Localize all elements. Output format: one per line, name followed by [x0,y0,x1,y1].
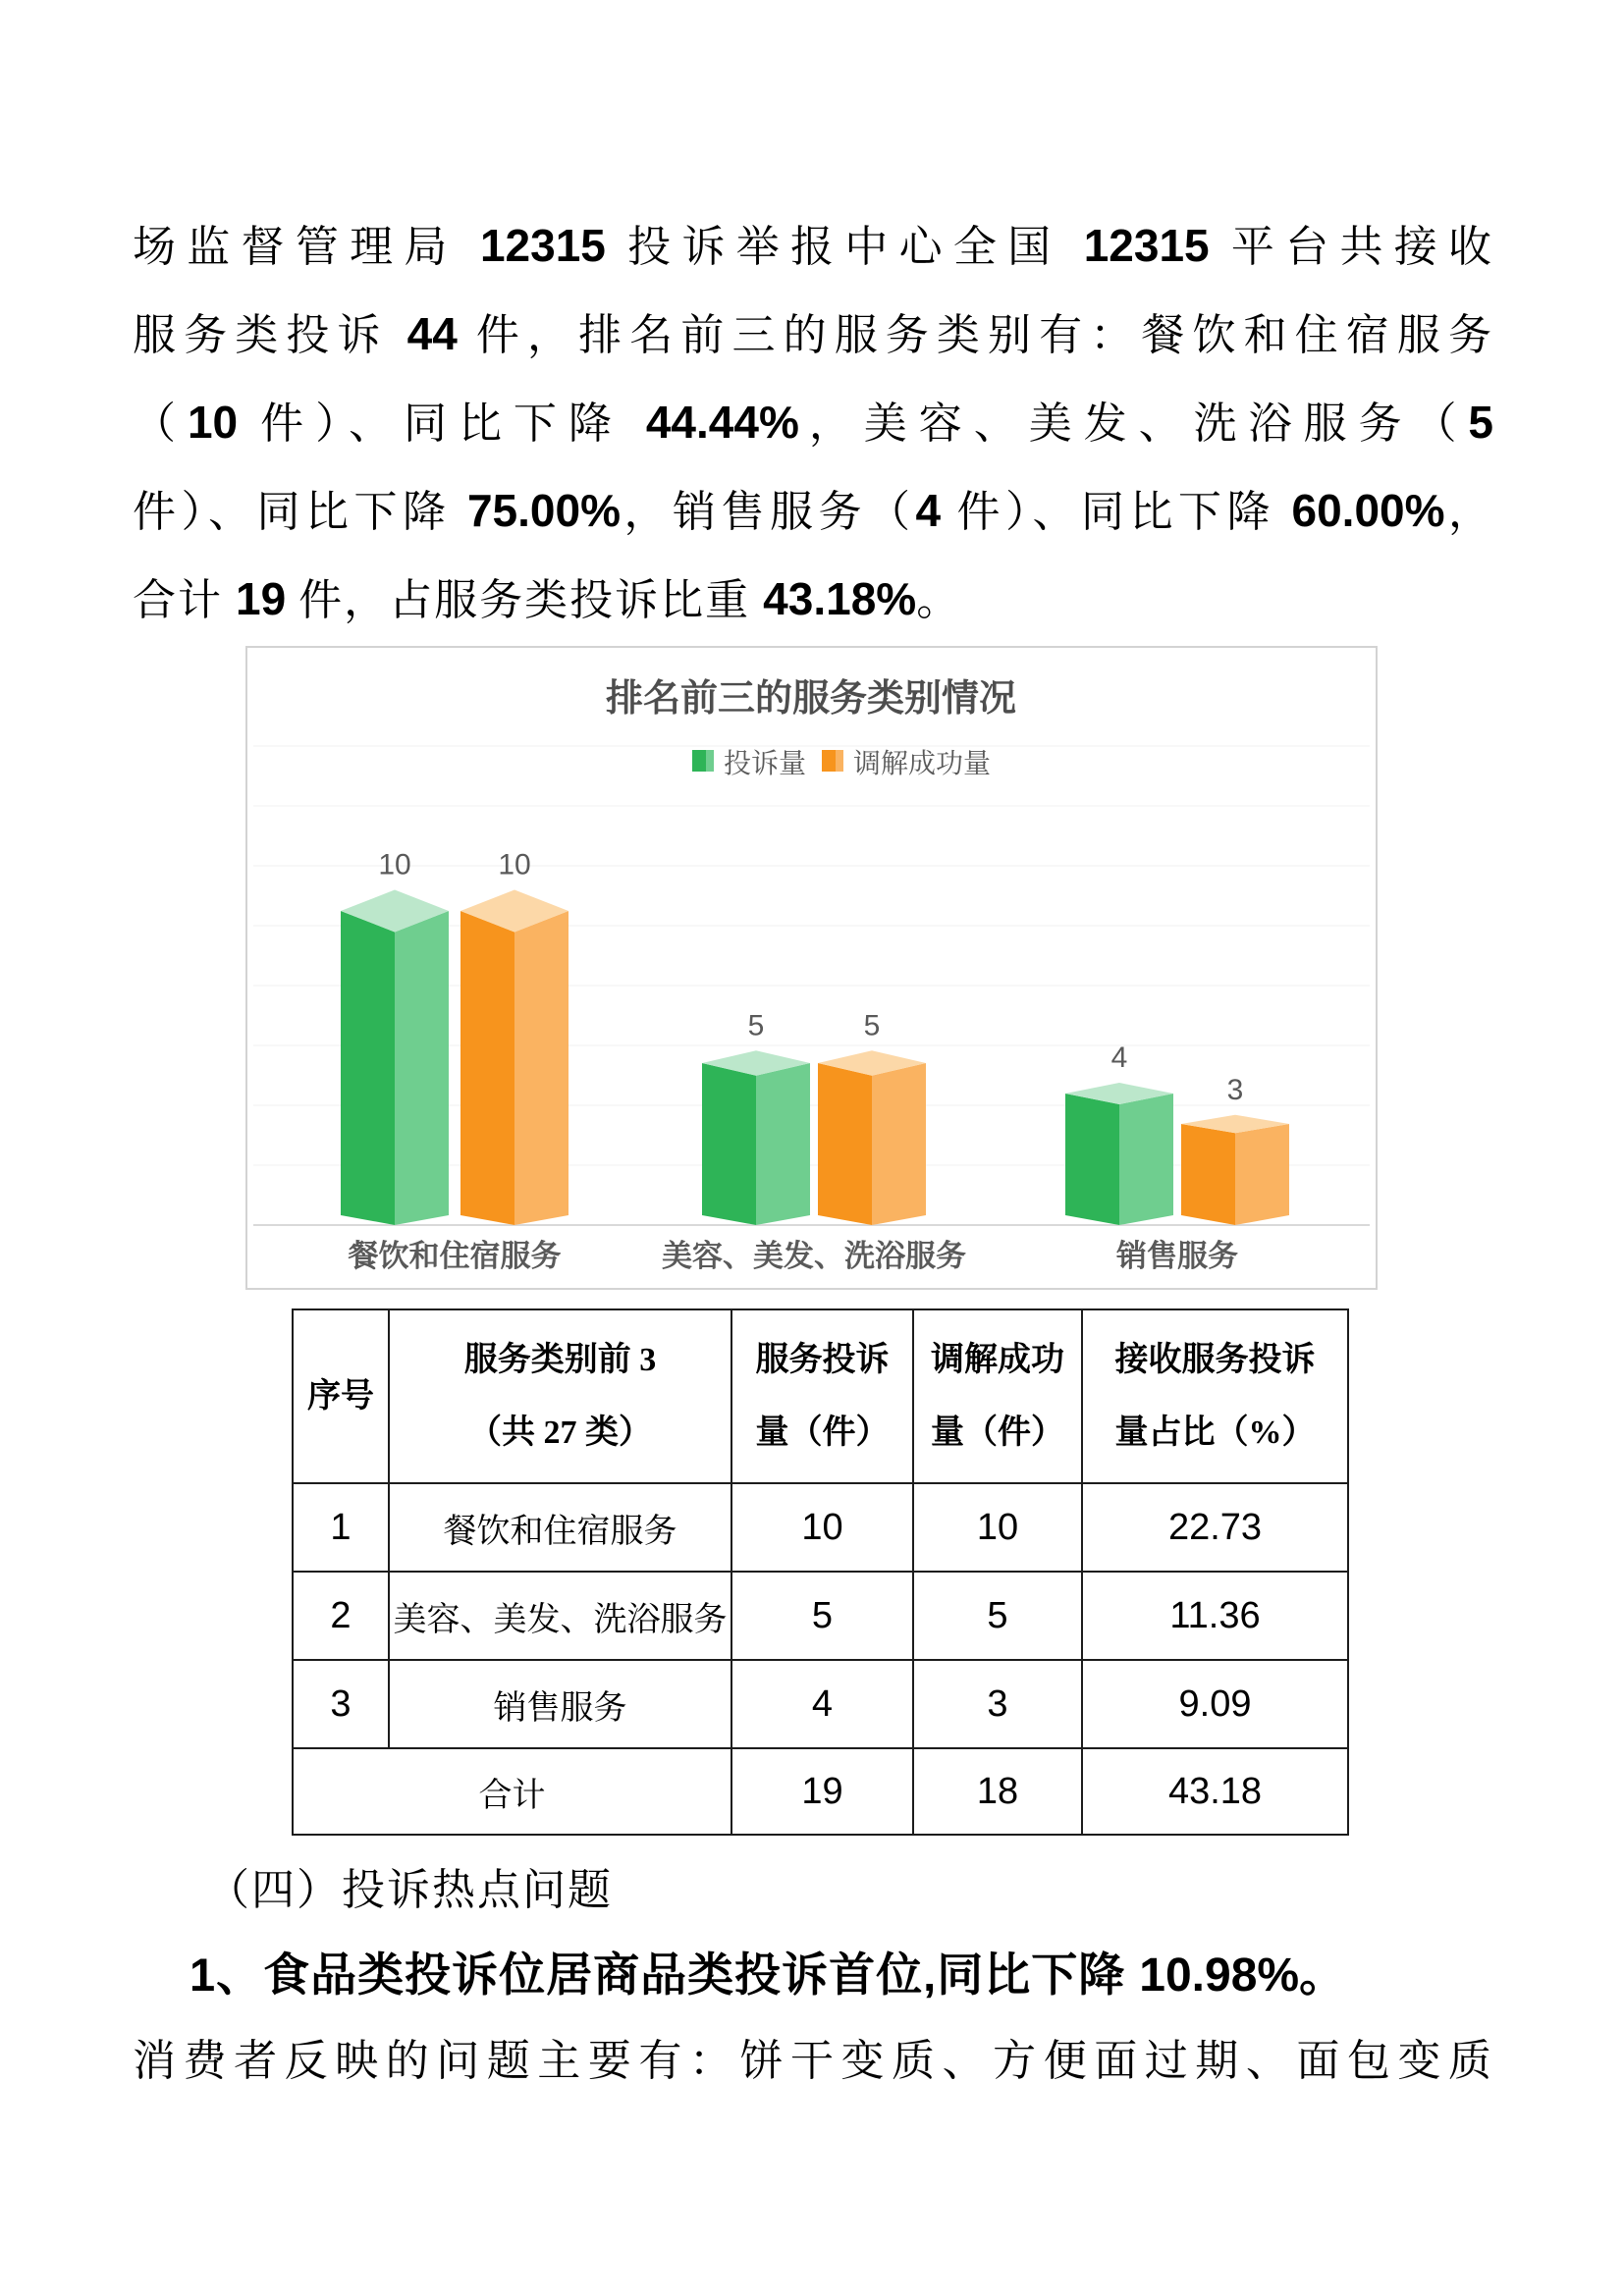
table-cell: 3 [913,1660,1082,1748]
table-row [293,1572,1348,1660]
text-run: 。 [916,576,962,624]
table-header-cell [913,1309,1082,1483]
text-run: 件，占服务类投诉比重 [286,576,764,624]
table-cell: 1 [293,1483,389,1572]
header-line: 服务投诉 [755,1341,890,1378]
text-run: ， [1444,488,1494,536]
table-cell: 10 [731,1483,913,1572]
bar-right-face [395,911,449,1225]
body-paragraph [133,202,1493,644]
chart-title: 排名前三的服务类别情况 [605,678,1017,720]
text-run: 场监督管理局 [133,223,480,271]
table-header-cell [389,1309,731,1483]
bar-right-face [1119,1094,1173,1225]
table-cell: 销售服务 [389,1660,731,1748]
text-run: ，美容、美发、洗浴服务（ [798,400,1469,448]
table-header-cell [293,1309,389,1483]
number-run: 12315 [479,220,606,271]
bar-value-label: 3 [1226,1073,1244,1106]
number-run: 19 [236,573,287,624]
body-text-line: 消费者反映的问题主要有：饼干变质、方便面过期、面包变质 [133,2037,1493,2085]
header-line: 调解成功 [931,1341,1064,1378]
bar-value-label: 5 [863,1009,881,1042]
table-cell: 2 [293,1572,389,1660]
number-run: 4 [915,485,942,536]
table-cell: 合计 [293,1748,731,1835]
text-run: 件）、同比下降 [238,400,646,448]
text-run: 合计 [133,576,236,624]
number-run: 10.98% [1139,1949,1300,2002]
table-cell: 3 [293,1660,389,1748]
table-cell: 10 [913,1483,1082,1572]
table-body [293,1483,1348,1835]
header-line: 量（件） [755,1414,890,1451]
legend-marker [822,750,836,772]
paragraph-line [133,291,1493,379]
bar-value-label: 5 [747,1009,765,1042]
number-run: 5 [1468,397,1494,448]
text-run: 平台共接收 [1209,223,1494,271]
header-line: 服务类别前 3 [463,1341,657,1378]
bar-left-face [460,911,514,1225]
category-label: 销售服务 [1116,1239,1238,1273]
bar-left-face [1181,1124,1235,1225]
service-complaints-table [292,1308,1349,1836]
legend-label: 调解成功量 [853,748,992,778]
bar-value-label: 10 [498,848,531,881]
paragraph-line [133,467,1493,556]
table-cell: 22.73 [1082,1483,1348,1572]
bar-value-label: 10 [378,848,411,881]
bar-left-face [702,1063,756,1225]
header-line: 接收服务投诉 [1114,1341,1316,1378]
table-cell: 餐饮和住宿服务 [389,1483,731,1572]
table-header-cell [1082,1309,1348,1483]
paragraph-line [133,202,1493,291]
legend-marker [706,750,714,772]
bar-value-label: 4 [1110,1041,1128,1074]
highlight-sentence [133,1944,1493,2007]
table-cell: 美容、美发、洗浴服务 [389,1572,731,1660]
text-run: 投诉举报中心全国 [605,223,1084,271]
table-cell: 43.18 [1082,1748,1348,1835]
table-cell: 11.36 [1082,1572,1348,1660]
category-label: 餐饮和住宿服务 [348,1239,562,1273]
text-run: 1、食品类投诉位居商品类投诉首位,同比下降 [189,1949,1140,2001]
table-cell: 4 [731,1660,913,1748]
table-row [293,1483,1348,1572]
table-total-row [293,1748,1348,1835]
number-run: 44 [406,308,458,359]
chart-panel [245,646,1378,1290]
section-heading: （四）投诉热点问题 [206,1866,613,1914]
bar-right-face [514,911,568,1225]
text-run: ，销售服务（ [620,488,916,536]
table-header [293,1309,1348,1483]
table-cell: 5 [913,1572,1082,1660]
text-run: 。 [1299,1949,1347,2001]
header-line: （共 27 类） [468,1414,652,1451]
text-run: 件，排名前三的服务类别有：餐饮和住宿服务 [457,311,1494,359]
number-run: 10 [187,397,239,448]
bar-right-face [872,1063,926,1225]
text-run: 件）、同比下降 [133,488,467,536]
text-run: 件）、同比下降 [941,488,1292,536]
text-run: （ [133,400,188,448]
bar-right-face [1235,1124,1289,1225]
table-cell: 9.09 [1082,1660,1348,1748]
header-line: 量占比（%） [1114,1414,1316,1451]
header-line: 序号 [307,1377,374,1415]
bar-left-face [341,911,395,1225]
bar-left-face [1065,1094,1119,1225]
header-line: 量（件） [931,1414,1064,1451]
legend-marker [836,750,843,772]
bar-chart [247,648,1376,1288]
legend-label: 投诉量 [724,748,807,778]
number-run: 60.00% [1291,485,1445,536]
number-run: 43.18% [763,573,917,624]
text-run: 服务类投诉 [133,311,407,359]
legend-marker [692,750,706,772]
number-run: 44.44% [645,397,799,448]
table-cell: 19 [731,1748,913,1835]
table-cell: 5 [731,1572,913,1660]
category-label: 美容、美发、洗浴服务 [662,1239,966,1273]
paragraph-line [133,379,1493,467]
table-header-cell [731,1309,913,1483]
table-row [293,1660,1348,1748]
number-run: 75.00% [466,485,621,536]
table-cell: 18 [913,1748,1082,1835]
bar-left-face [818,1063,872,1225]
paragraph-line [133,556,1493,644]
number-run: 12315 [1083,220,1210,271]
bar-right-face [756,1063,810,1225]
